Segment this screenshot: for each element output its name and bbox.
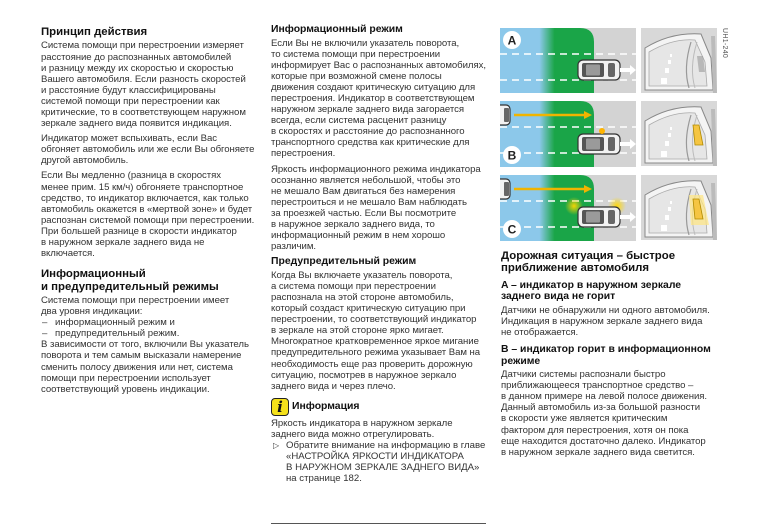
heading-scenario-a [501,280,731,303]
heading-principle: Принцип действия [41,26,148,38]
text-line: Вашего автомобиля. Если разность скоростей [41,73,246,85]
text-line: Яркость информационного режима индикатора [271,163,481,175]
paragraph-scenario-b [501,369,731,458]
text-line: Яркость индикатора в наружном зеркале [271,417,453,429]
scenario-c-road [500,175,636,241]
text-line: зеркале заднего вида появится индикация. [41,118,232,130]
text-line: в скорости уже является критическим [501,413,668,425]
text-line: в данном примере на левой полосе движения. [501,391,708,403]
section-divider [271,523,486,524]
text-line: в скоростях и расстояние до распознанного [271,126,465,138]
scenario-b-mirror [641,101,717,166]
figure-lane-change [500,28,718,241]
text-line: B – индикатор горит в информационном [501,344,711,356]
paragraph-slow-overtake [41,170,265,259]
text-line: поворота и тем самым высказали намерение [41,350,242,362]
text-line: Если Вы медленно (разница в скоростях [41,170,222,182]
column-right [501,250,731,462]
text-line: системой помощи при перестроении как [41,95,220,107]
info-box-note [271,440,496,484]
paragraph-mode-depends [41,339,265,394]
paragraph-two-levels [41,295,265,317]
text-line: транспортного средства как критические для [271,137,470,149]
heading-situation [501,250,731,275]
text-line: необходимость еще раз проверить дорожную [271,358,473,370]
list-item: – информационный режим и [41,317,265,328]
text-line: средство, то индикатор включается, как только [41,192,249,204]
paragraph-scenario-a [501,305,731,338]
list-item: – предупредительный режим. [41,328,265,339]
text-line: Индикация в наружном зеркале заднего вида [501,315,703,327]
text-line: различим. [271,241,316,253]
text-line: в наружное зеркало заднего вида, то [271,219,435,230]
text-line: режиме [501,355,541,367]
modes-list [41,317,265,339]
text-line: A – индикатор в наружном зеркале [501,279,682,291]
text-line: Многократное кратковременное яркое мигание [271,336,479,348]
text-line: приближение автомобиля [501,262,650,275]
info-box-note-text [286,440,485,484]
text-line: ситуацию, посмотрев в наружное зеркало [271,369,457,381]
paragraph-info-mode [271,38,496,160]
text-line: информирует Вас о распознанных автомобилях, [271,59,486,71]
text-line: еще находится достаточно далеко. Индикатор [501,435,706,447]
text-line: Датчики не обнаружили ни одного автомобиля. [501,304,710,316]
text-line: на странице 182. [286,473,362,485]
text-line: и разницу между их скоростью и скоростью [41,62,234,74]
triangle-bullet-icon: ▷ [273,441,280,450]
text-line: менее прим. 15 км/ч) обгоняете транспортное [41,181,244,193]
text-line: Если Вы не включили указатель поворота, [271,37,460,49]
text-line: соответствующий уровень индикации. [41,383,210,395]
text-line: и расстояние будут классифицированы [41,84,216,96]
info-icon: i [271,398,289,416]
text-line: распознала на этой стороне автомобиль, [271,291,454,303]
heading-warn-mode: Предупредительный режим [271,256,417,268]
text-line: два уровня индикации: [41,306,143,318]
text-line: в зеркале на этой стороне ярко мигает. [271,325,444,337]
text-line: и предупредительный режимы [41,280,219,293]
text-line: перестроении, то соответствующий индикатор [271,314,477,326]
paragraph-brightness [271,164,496,253]
text-line: движения создают критическую ситуацию для [271,81,476,93]
text-line: не отображается. [501,327,579,338]
text-line: всегда, если система расценит разницу [271,115,447,127]
text-line: обгоняет автомобиль или же если Вы обгоняете [41,144,255,156]
text-line: предупредительного режима указывает Вам на [271,347,481,359]
text-line: Когда Вы включаете указатель поворота, [271,269,453,281]
info-box-header [271,398,496,416]
scenario-label-c: C [507,222,517,237]
scenario-a-road [500,28,636,93]
column-middle [271,24,496,484]
text-line: в наружном зеркале заднего вида не [41,237,205,248]
text-line: Обратите внимание на информацию в главе [286,440,486,451]
text-line: а система помощи при перестроении [271,280,436,292]
text-line: Информационный [41,268,146,281]
text-line: расстояние до распознанных автомобилей [41,51,232,63]
text-line: приближающееся транспортное средство – [501,380,694,392]
scenario-a-mirror [641,28,717,93]
text-line: другой автомобиль. [41,155,129,167]
text-line: Индикатор может вспыхивать, если Вас [41,133,217,145]
text-line: информационный режим в нем хорошо [271,230,446,242]
text-line: автомобиль окажется в «мертвой зоне» и будет [41,203,253,215]
text-line: не мешало Вам двигаться без намерения [271,185,456,197]
scenario-label-a: A [507,33,517,48]
scenario-c-mirror [641,175,717,240]
text-line: Система помощи при перестроении имеет [41,295,230,306]
figure-code: UH1-240 [721,28,728,59]
text-line: заднего вида не горит [501,291,616,303]
text-line: критические, то в соответствующем наружном [41,106,246,118]
text-line: то система помощи при перестроении [271,48,441,60]
text-line: перестроения. [271,148,336,160]
text-line: перестроения. Индикатор в соответствующем [271,92,475,104]
text-line: помощи при перестроении использует [41,372,211,384]
text-line: сменить полосу движения или нет, система [41,361,233,373]
text-line: заднего вида и через плечо. [271,380,396,392]
text-line: распознан системой помощи при перестроении. [41,214,255,226]
text-line: В зависимости от того, включили Вы указатель [41,339,249,351]
text-line: включается. [41,248,95,260]
text-line: Система помощи при перестроении измеряет [41,40,244,52]
text-line: который создаст критическую ситуацию при [271,303,466,315]
text-line: При большей разнице в скорости индикатор [41,225,237,237]
text-line: наружном зеркале заднего вида загорается [271,104,465,116]
scenario-label-b: B [507,148,517,163]
heading-info-mode: Информационный режим [271,24,403,35]
text-line: заднего вида можно отрегулировать. [271,428,435,440]
paragraph-warn-mode [271,270,496,392]
text-line: Данный автомобиль из-за большой разности [501,402,701,414]
heading-modes [41,268,265,293]
text-line: перестроиться и не мешало Вам наблюдать [271,196,467,208]
text-line: которые при возможной смене полосы [271,70,442,82]
text-line: Датчики системы распознали быстро [501,369,666,381]
paragraph-flashing [41,133,265,166]
info-box-text [271,418,496,440]
paragraph-principle [41,40,265,129]
text-line: за проезжей частью. Если Вы посмотрите [271,207,457,219]
figure-svg [500,28,718,241]
text-line: «НАСТРОЙКА ЯРКОСТИ ИНДИКАТОРА [286,451,464,463]
text-line: осознанно является небольшой, чтобы это [271,174,461,186]
text-line: В НАРУЖНОМ ЗЕРКАЛЕ ЗАДНЕГО ВИДА» [286,462,480,474]
text-line: в наружном зеркале заднего вида светится. [501,446,695,458]
text-line: фактором для перестроения, хотя он пока [501,424,689,436]
column-left [41,26,265,399]
text-line: Дорожная ситуация – быстрое [501,250,676,262]
scenario-b-road [500,101,636,167]
info-box-title: Информация [292,401,360,413]
heading-scenario-b [501,344,731,367]
